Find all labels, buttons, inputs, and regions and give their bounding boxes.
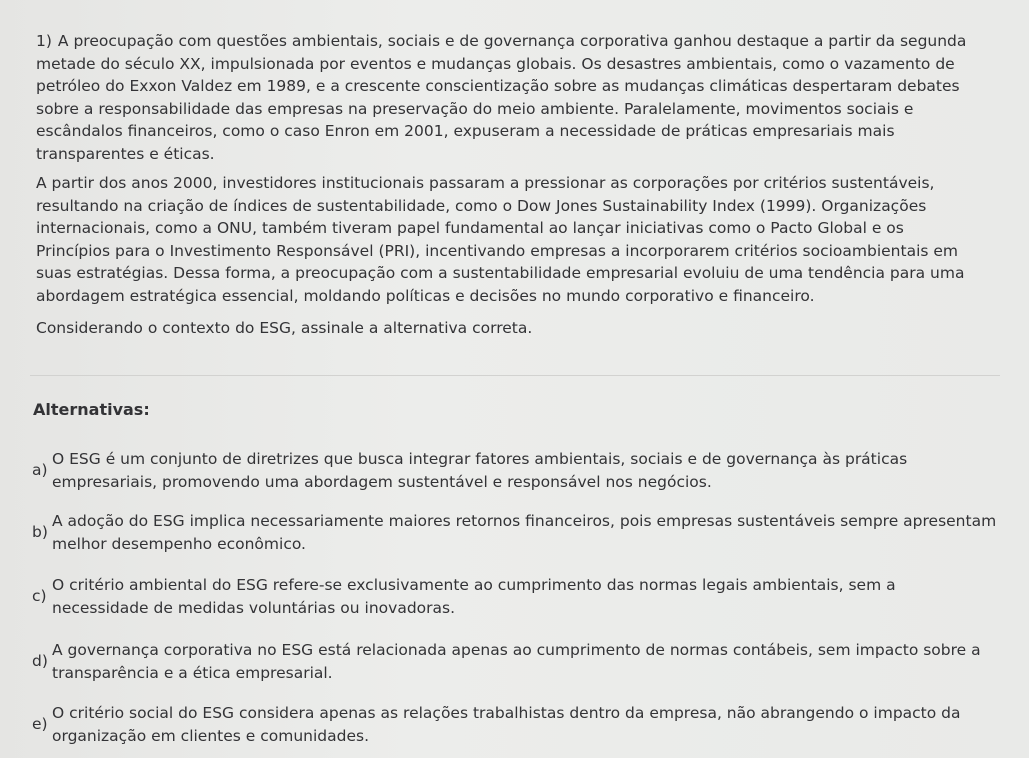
alternatives-heading: Alternativas:: [33, 400, 150, 419]
option-text: O critério ambiental do ESG refere-se exclusivamente ao cumprimento das normas legais ambientais, sem a necessidade de medidas voluntárias ou inovadoras.: [52, 576, 896, 617]
option-d[interactable]: [32, 639, 997, 685]
question-paragraph-2: A partir dos anos 2000, investidores institucionais passaram a pressionar as corporações por critérios sustentáveis, resultando na criação de índices de sustentabilidade, como o Dow Jones Sustainability Index (1999). Organizações internacionais, como a ONU, também tiveram papel fundamental ao lançar iniciativas como o Pacto Global e os Princípios para o Investimento Responsável (PRI), incentivando empresas a incorporarem critérios socioambientais em suas estratégias. Dessa forma, a preocupação com a sustentabilidade empresarial evoluiu de uma tendência para uma abordagem estratégica essencial, moldando políticas e decisões no mundo corporativo e financeiro.: [36, 174, 965, 305]
question-block: [36, 30, 976, 347]
option-text: A adoção do ESG implica necessariamente maiores retornos financeiros, pois empresas sustentáveis sempre apresentam melhor desempenho econômico.: [52, 512, 997, 553]
option-letter: b): [32, 523, 48, 541]
option-text: O critério social do ESG considera apenas as relações trabalhistas dentro da empresa, não abrangendo o impacto da organização em clientes e comunidades.: [52, 704, 961, 745]
section-divider: [30, 375, 1000, 376]
option-e[interactable]: [32, 702, 997, 748]
option-c[interactable]: [32, 574, 997, 620]
option-letter: d): [32, 652, 48, 670]
question-paragraph-1-text: A preocupação com questões ambientais, sociais e de governança corporativa ganhou destaque a partir da segunda metade do século XX, impulsionada por eventos e mudanças globais. Os desastres ambientais, como o vazamento de petróleo do Exxon Valdez em 1989, e a crescente conscientização sobre as mudanças climáticas despertaram debates sobre a responsabilidade das empresas na preservação do meio ambiente. Paralelamente, movimentos sociais e escândalos financeiros, como o caso Enron em 2001, expuseram a necessidade de práticas empresariais mais transparentes e éticas.: [36, 32, 967, 163]
option-letter: a): [32, 461, 48, 479]
option-text: O ESG é um conjunto de diretrizes que busca integrar fatores ambientais, sociais e de governança às práticas empresariais, promovendo uma abordagem sustentável e responsável nos negócios.: [52, 450, 908, 491]
option-letter: e): [32, 715, 48, 733]
option-b[interactable]: [32, 510, 997, 556]
question-prompt: Considerando o contexto do ESG, assinale a alternativa correta.: [36, 319, 533, 337]
option-a[interactable]: [32, 448, 997, 494]
option-letter: c): [32, 587, 47, 605]
question-paragraph-1: [36, 30, 976, 165]
question-number: 1): [36, 32, 52, 50]
option-text: A governança corporativa no ESG está relacionada apenas ao cumprimento de normas contábeis, sem impacto sobre a transparência e a ética empresarial.: [52, 641, 981, 682]
